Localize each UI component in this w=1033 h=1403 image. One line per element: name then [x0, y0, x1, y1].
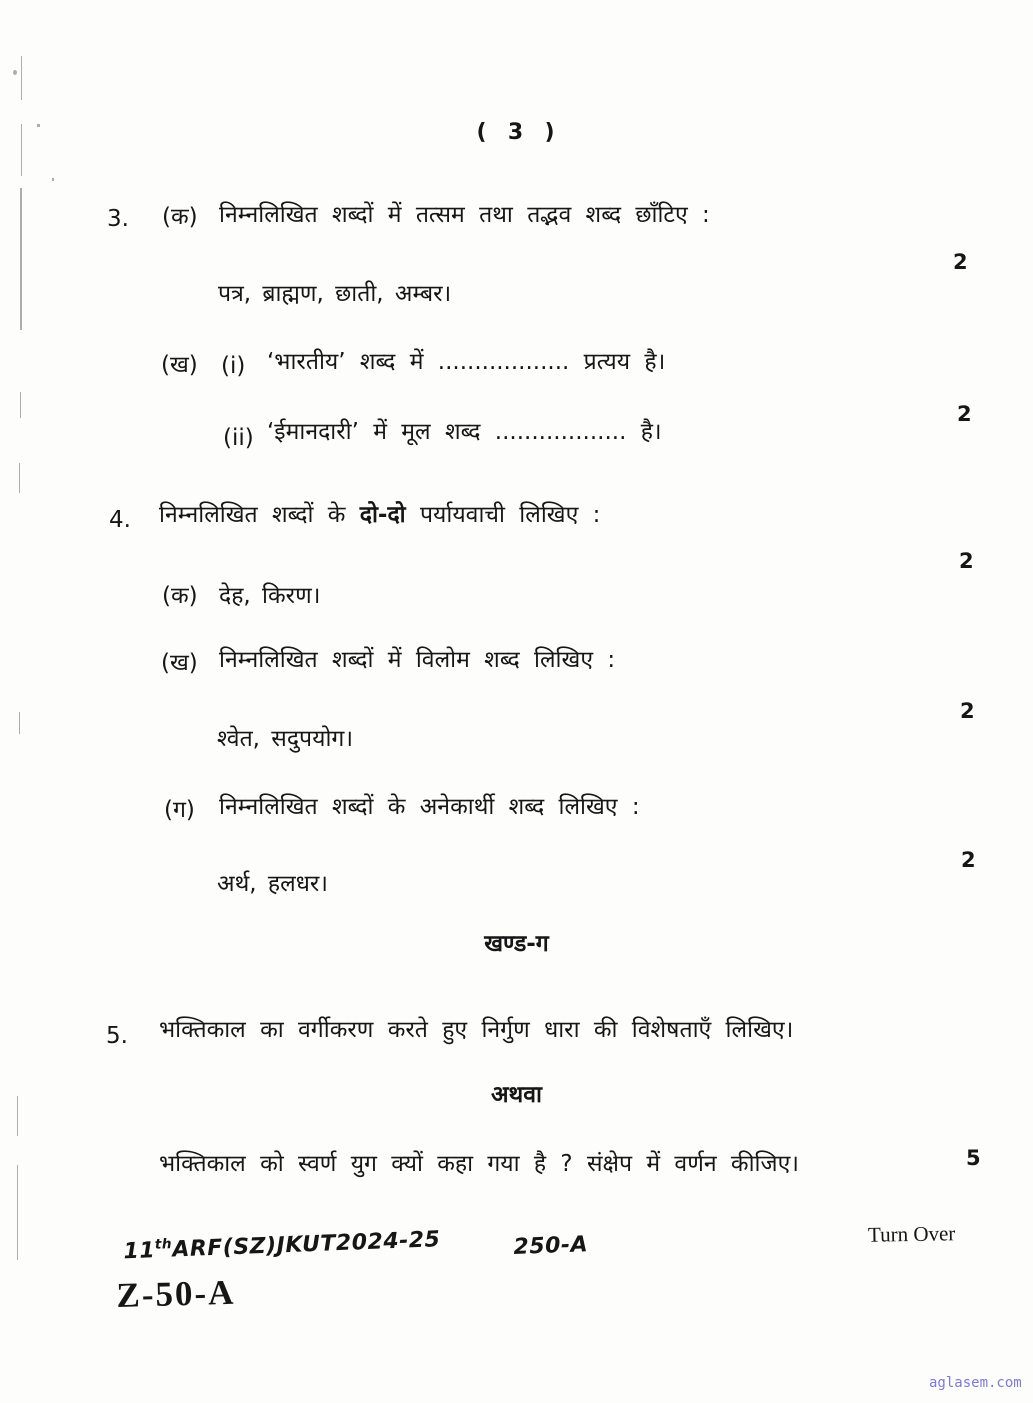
q4-text-suffix: पर्यायवाची लिखिए : — [405, 502, 601, 528]
q4-number: 4. — [109, 507, 131, 533]
scan-line — [20, 392, 21, 418]
q4-b-text: निम्नलिखित शब्दों में विलोम शब्द लिखिए : — [219, 647, 616, 673]
q4-text — [159, 499, 600, 531]
q5-text: भक्तिकाल का वर्गीकरण करते हुए निर्गुण धारा की विशेषताएँ लिखिए। — [159, 1017, 794, 1043]
paper-code — [123, 1226, 441, 1264]
scan-speck — [52, 178, 54, 181]
q3-a-words: पत्र, ब्राह्मण, छाती, अम्बर। — [218, 281, 452, 307]
paper-code-rest: ARF(SZ)JKUT2024-25 — [171, 1227, 441, 1263]
q3-b-i-label: (i) — [221, 353, 246, 379]
q4-g-label: (ग) — [164, 797, 195, 823]
page-number: ( 3 ) — [476, 120, 557, 145]
q4-g-text: निम्नलिखित शब्दों के अनेकार्थी शब्द लिखिए : — [219, 794, 640, 820]
q3-a-label: (क) — [162, 204, 198, 230]
q5-number: 5. — [106, 1023, 128, 1049]
section-heading: खण्ड-ग — [484, 931, 549, 957]
scan-line — [20, 188, 22, 330]
q5-marks: 5 — [966, 1146, 981, 1170]
site-watermark: aglasem.com — [929, 1375, 1022, 1391]
q4-g-words: अर्थ, हलधर। — [217, 871, 328, 897]
q3-a-marks: 2 — [953, 250, 968, 274]
q3-b-label: (ख) — [161, 352, 198, 378]
scan-line — [19, 712, 20, 734]
q4-b-label: (ख) — [161, 650, 198, 676]
series-code: 250-A — [513, 1232, 589, 1260]
q3-a-text: निम्नलिखित शब्दों में तत्सम तथा तद्भव शब्द छाँटिए : — [219, 202, 710, 228]
turn-over-note: Turn Over — [867, 1221, 956, 1247]
q3-b-ii-text: ‘ईमानदारी’ में मूल शब्द .................. है। — [267, 419, 662, 445]
q4-b-marks: 2 — [960, 699, 975, 723]
q4-text-prefix: निम्नलिखित शब्दों के — [159, 502, 360, 528]
scan-line — [17, 1165, 18, 1260]
q3-b-marks: 2 — [957, 402, 972, 426]
scan-line — [21, 56, 22, 100]
q4-marks: 2 — [959, 549, 974, 573]
q3-b-ii-label: (ii) — [223, 425, 254, 451]
scan-line — [19, 463, 20, 493]
q4-a-label: (क) — [162, 583, 198, 609]
q5-or-label: अथवा — [490, 1082, 542, 1108]
q3-number: 3. — [107, 206, 129, 232]
q4-b-words: श्वेत, सदुपयोग। — [217, 726, 354, 752]
q4-text-bold: दो-दो — [359, 502, 406, 528]
q4-a-words: देह, किरण। — [219, 583, 321, 609]
q5-alt-text: भक्तिकाल को स्वर्ण युग क्यों कहा गया है ? संक्षेप में वर्णन कीजिए। — [159, 1151, 800, 1177]
q4-g-marks: 2 — [961, 848, 976, 872]
paper-code-num: 11 — [123, 1238, 156, 1265]
q3-b-i-text: ‘भारतीय’ शब्द में .................. प्रत्यय है। — [267, 349, 666, 375]
scan-speck — [13, 70, 17, 75]
paper-code-sup: th — [154, 1236, 173, 1253]
booklet-code: Z-50-A — [115, 1272, 236, 1316]
